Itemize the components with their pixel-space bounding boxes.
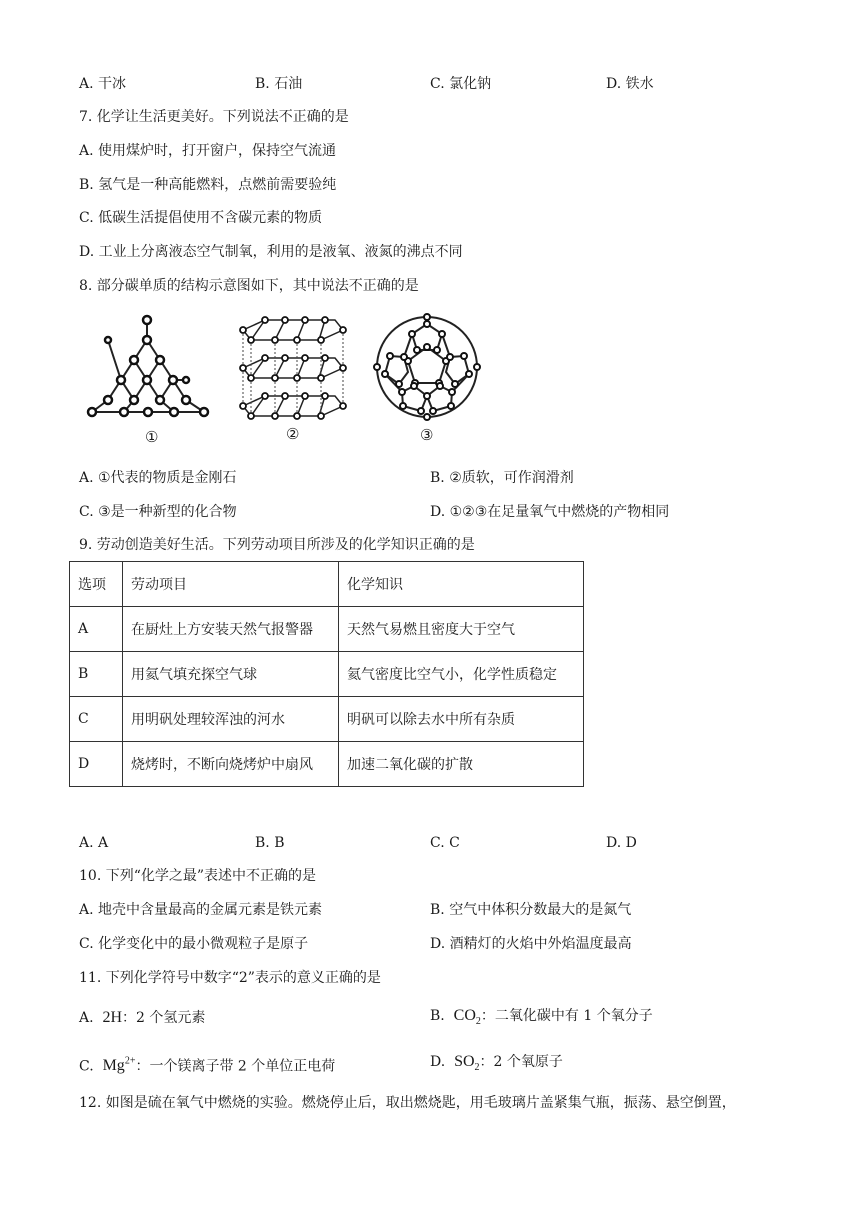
- diamond-structure-diagram: [84, 310, 214, 420]
- table-row: [70, 697, 584, 742]
- q10-option-a: A. 地壳中含量最高的金属元素是铁元素: [79, 902, 323, 918]
- q7-stem: 7. 化学让生活更美好。下列说法不正确的是: [79, 109, 349, 125]
- table-header-row: [70, 562, 584, 607]
- table-row: [70, 607, 584, 652]
- q11-option-c: C. $Mg^{2+}$：一个镁离子带 2 个单位正电荷: [79, 1056, 336, 1075]
- table-cell: D: [70, 742, 123, 787]
- graphite-structure-diagram: [235, 310, 350, 420]
- q10-option-b: B. 空气中体积分数最大的是氮气: [430, 902, 632, 918]
- q8-option-a: A. ①代表的物质是金刚石: [79, 470, 237, 486]
- q8-option-b: B. ②质软，可作润滑剂: [430, 470, 574, 486]
- q10-option-d: D. 酒精灯的火焰中外焰温度最高: [430, 936, 632, 952]
- table-cell: 烧烤时，不断向烧烤炉中扇风: [123, 742, 339, 787]
- q11-stem: 11. 下列化学符号中数字“2”表示的意义正确的是: [79, 970, 381, 986]
- q6-option-b: B. 石油: [255, 76, 303, 92]
- q11-option-d: D. $SO_2$：2 个氧原子: [430, 1053, 563, 1074]
- q7-option-b: B. 氢气是一种高能燃料，点燃前需要验纯: [79, 177, 337, 193]
- q6-option-a: A. 干冰: [79, 76, 127, 92]
- figure-label-2: ②: [286, 425, 300, 443]
- q7-option-a: A. 使用煤炉时，打开窗户，保持空气流通: [79, 143, 337, 159]
- figure-label-3: ③: [420, 426, 434, 444]
- q10-option-c: C. 化学变化中的最小微观粒子是原子: [79, 936, 309, 952]
- q9-option-a: A. A: [79, 835, 109, 851]
- chem-formula: 2H: [102, 1009, 123, 1026]
- table-header-cell: 化学知识: [339, 562, 584, 607]
- labor-knowledge-table: [69, 561, 584, 787]
- q8-option-c: C. ③是一种新型的化合物: [79, 504, 237, 520]
- chem-formula: $Mg^{2+}$: [102, 1056, 136, 1075]
- table-cell: 在厨灶上方安装天然气报警器: [123, 607, 339, 652]
- q9-option-b: B. B: [255, 835, 285, 851]
- table-cell: 天然气易燃且密度大于空气: [339, 607, 584, 652]
- q9-option-d: D. D: [606, 835, 637, 851]
- table-cell: A: [70, 607, 123, 652]
- fullerene-structure-diagram: [370, 310, 485, 425]
- q6-option-d: D. 铁水: [606, 76, 654, 92]
- q11-option-a: A. 2H：2 个氢元素: [79, 1009, 206, 1026]
- table-cell: 加速二氧化碳的扩散: [339, 742, 584, 787]
- table-header-cell: 选项: [70, 562, 123, 607]
- table-row: [70, 652, 584, 697]
- figure-label-1: ①: [145, 428, 159, 446]
- q9-stem: 9. 劳动创造美好生活。下列劳动项目所涉及的化学知识正确的是: [79, 537, 475, 553]
- q9-option-c: C. C: [430, 835, 460, 851]
- table-header-cell: 劳动项目: [123, 562, 339, 607]
- q8-option-d: D. ①②③在足量氧气中燃烧的产物相同: [430, 504, 670, 520]
- table-cell: 用明矾处理较浑浊的河水: [123, 697, 339, 742]
- q10-stem: 10. 下列“化学之最”表述中不正确的是: [79, 868, 317, 884]
- q8-stem: 8. 部分碳单质的结构示意图如下，其中说法不正确的是: [79, 278, 419, 294]
- table-row: [70, 742, 584, 787]
- table-cell: 明矾可以除去水中所有杂质: [339, 697, 584, 742]
- table-cell: 氦气密度比空气小，化学性质稳定: [339, 652, 584, 697]
- q11-option-b: B. $CO_2$：二氧化碳中有 1 个氧分子: [430, 1007, 653, 1028]
- chem-formula: $SO_2$: [454, 1053, 480, 1074]
- q7-option-c: C. 低碳生活提倡使用不含碳元素的物质: [79, 210, 323, 226]
- table-cell: B: [70, 652, 123, 697]
- q6-option-c: C. 氯化钠: [430, 76, 492, 92]
- chem-formula: $CO_2$: [453, 1007, 481, 1028]
- q7-option-d: D. 工业上分离液态空气制氧，利用的是液氧、液氮的沸点不同: [79, 244, 463, 260]
- q12-stem: 12. 如图是硫在氧气中燃烧的实验。燃烧停止后，取出燃烧匙，用毛玻璃片盖紧集气瓶，振荡、悬空倒置，: [79, 1095, 736, 1111]
- table-cell: C: [70, 697, 123, 742]
- table-cell: 用氦气填充探空气球: [123, 652, 339, 697]
